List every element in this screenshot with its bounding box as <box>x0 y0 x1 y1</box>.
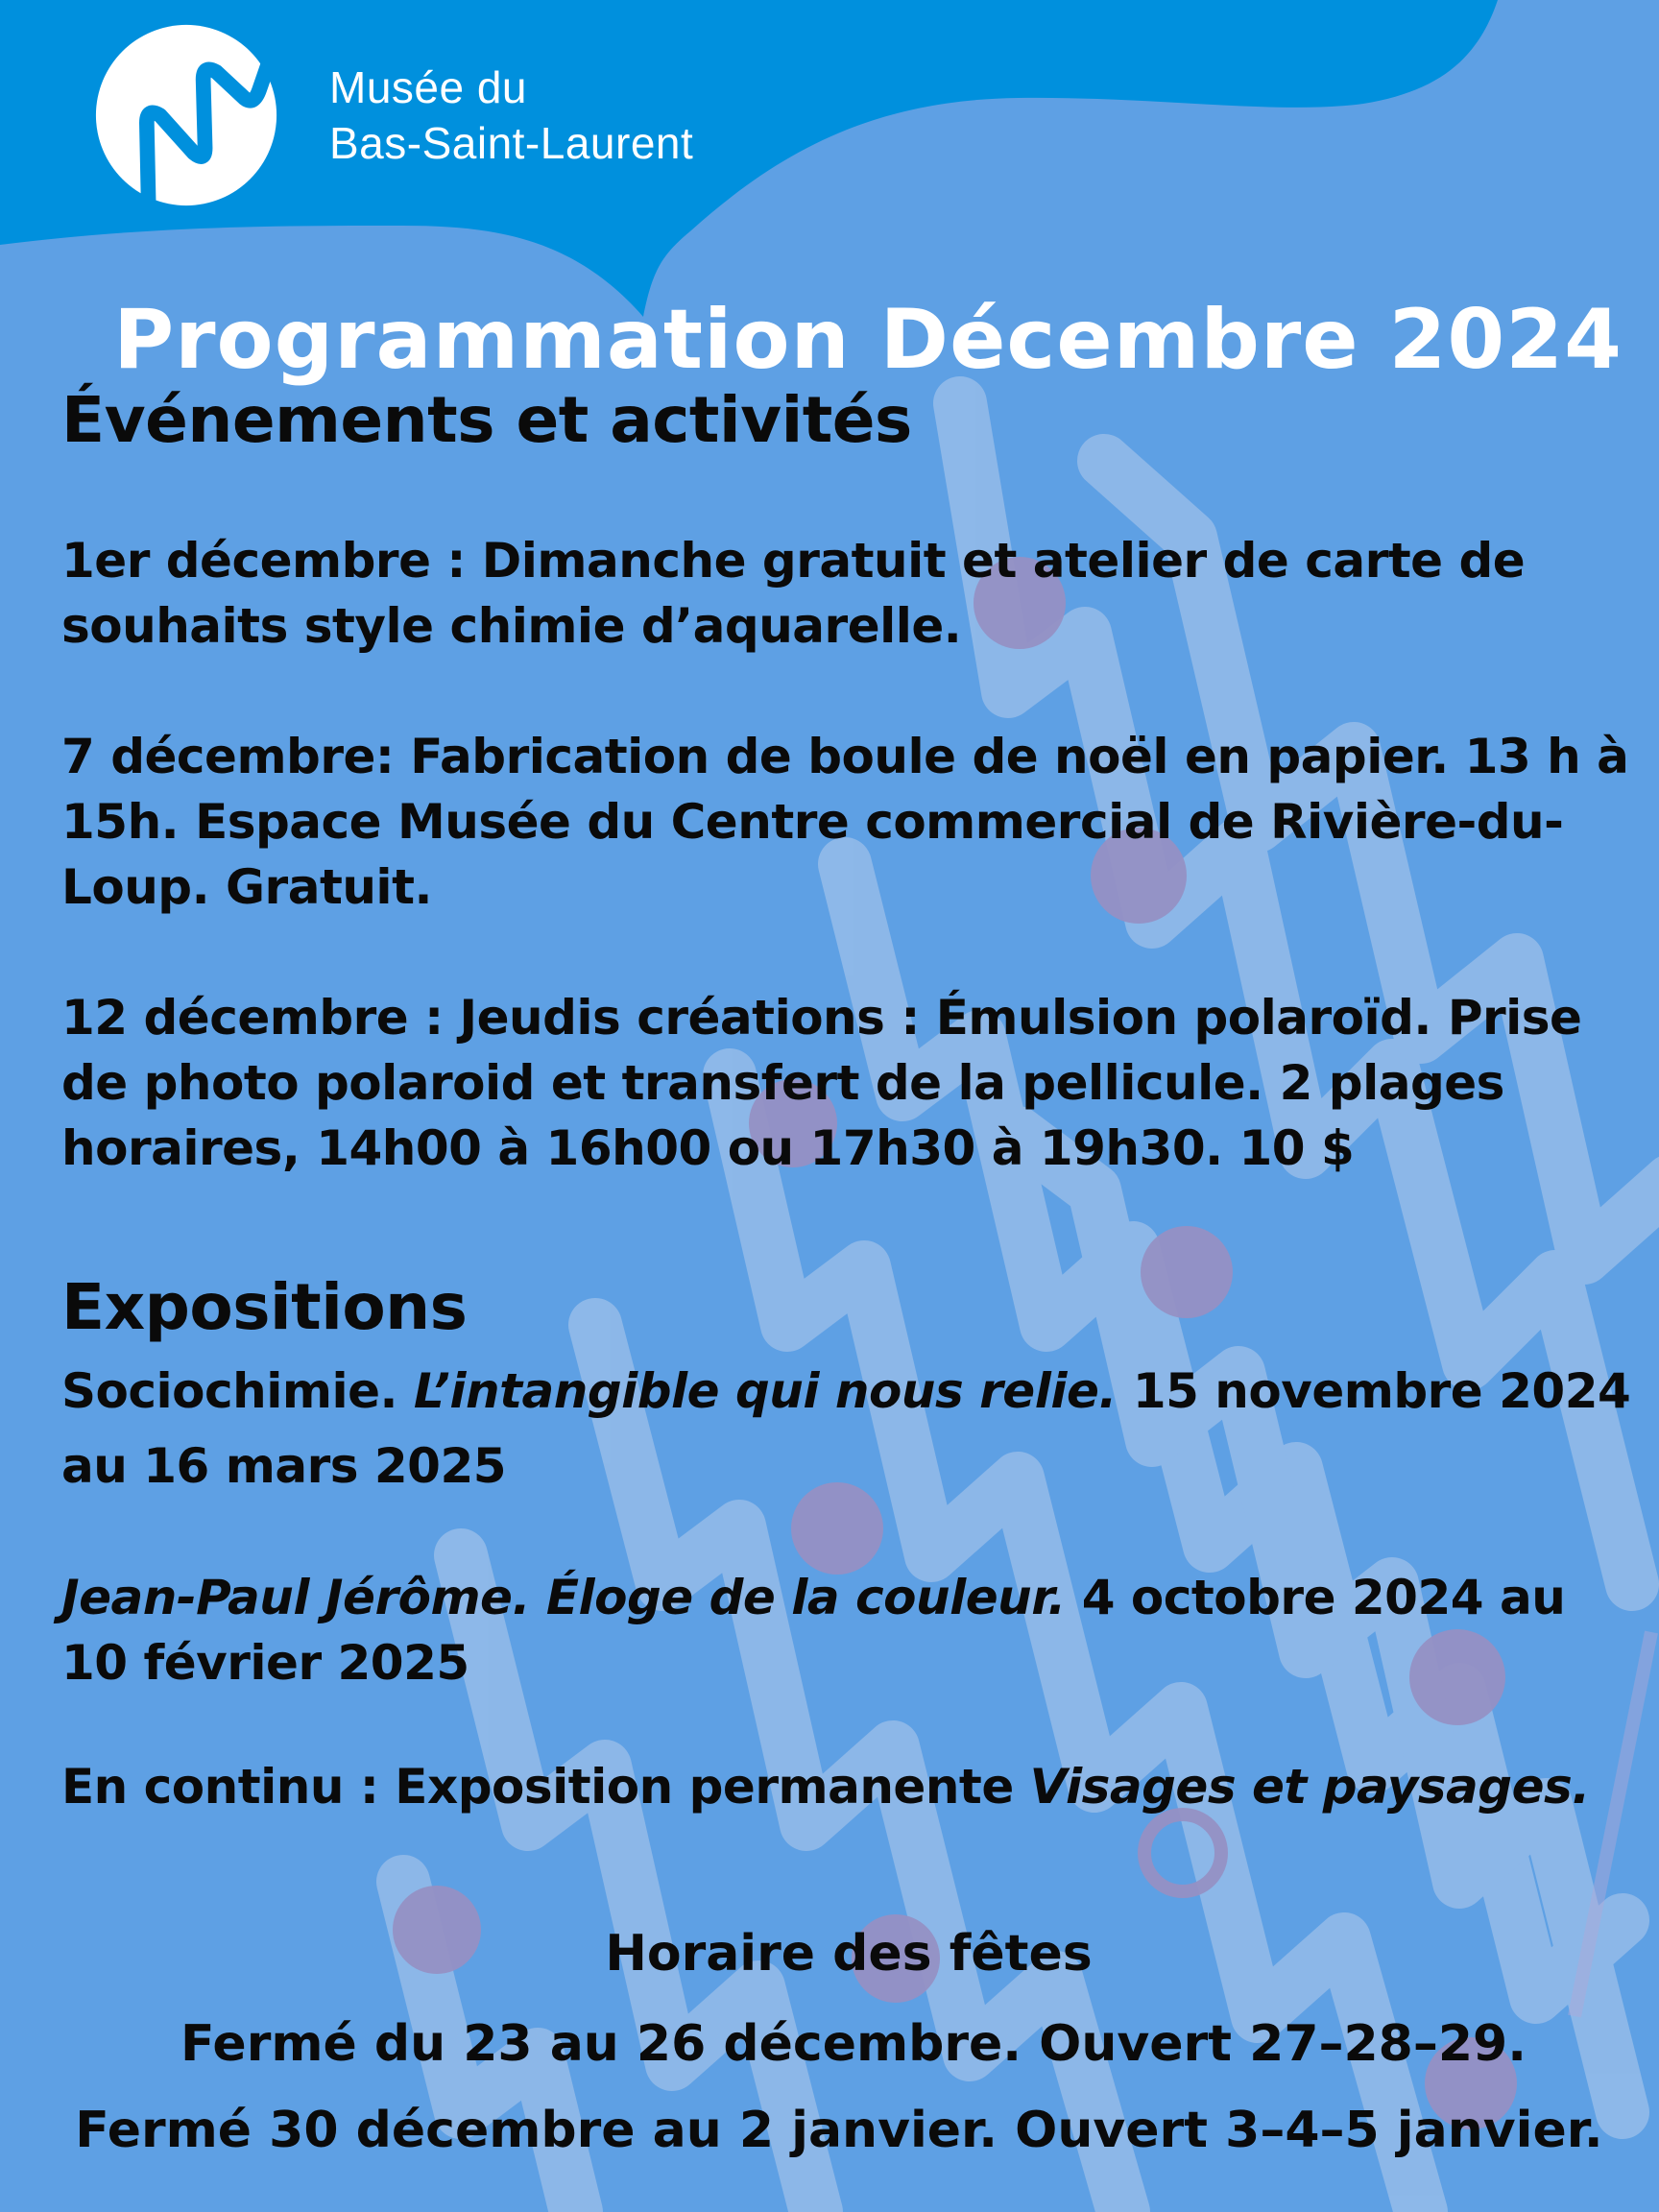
event-item: 1er décembre : Dimanche gratuit et atelier de carte de souhaits style chimie d’aquarelle. <box>61 533 1526 654</box>
museum-name <box>329 60 693 171</box>
exposition-item <box>61 1354 1646 1503</box>
event-item: 12 décembre : Jeudis créations : Émulsion polaroïd. Prise de photo polaroid et transfert de la pellicule. 2 plages horaires, 14h00 à 16h00 ou 17h30 à 19h30. 10 $ <box>61 990 1582 1176</box>
holiday-schedule <box>0 1920 1659 2164</box>
exposition-prefix: Sociochimie. <box>61 1363 414 1419</box>
museum-name-line1: Musée du <box>329 62 528 112</box>
museum-logo <box>92 21 693 209</box>
exposition-item <box>61 1565 1646 1695</box>
main-content <box>61 382 1646 1816</box>
holiday-schedule-title: Horaire des fêtes <box>605 1925 1093 1983</box>
exposition-dates: 15 novembre 2024 au 16 mars 2025 <box>61 1363 1631 1494</box>
exposition-dates: 4 octobre 2024 au 10 février 2025 <box>61 1570 1566 1691</box>
exposition-title: Visages et paysages. <box>1029 1759 1590 1815</box>
events-heading: Événements et activités <box>61 383 912 457</box>
holiday-schedule-line: Fermé 30 décembre au 2 janvier. Ouvert 3–4–5 janvier. <box>75 2102 1603 2159</box>
museum-name-line2: Bas-Saint-Laurent <box>329 118 694 168</box>
event-item: 7 décembre: Fabrication de boule de noël en papier. 13 h à 15h. Espace Musée du Centre commercial de Rivière-du-Loup. Gratuit. <box>61 729 1629 915</box>
exposition-title: L’intangible qui nous relie. <box>413 1363 1117 1419</box>
exposition-prefix: En continu : Exposition permanente <box>61 1759 1030 1815</box>
holiday-schedule-line: Fermé du 23 au 26 décembre. Ouvert 27–28–29. <box>180 2015 1527 2073</box>
expositions-heading: Expositions <box>61 1270 468 1344</box>
museum-zigzag-logo-icon <box>92 21 280 209</box>
exposition-item <box>61 1757 1646 1816</box>
exposition-title: Jean-Paul Jérôme. Éloge de la couleur. <box>61 1570 1066 1625</box>
page-title: Programmation Décembre 2024 <box>113 291 1623 388</box>
